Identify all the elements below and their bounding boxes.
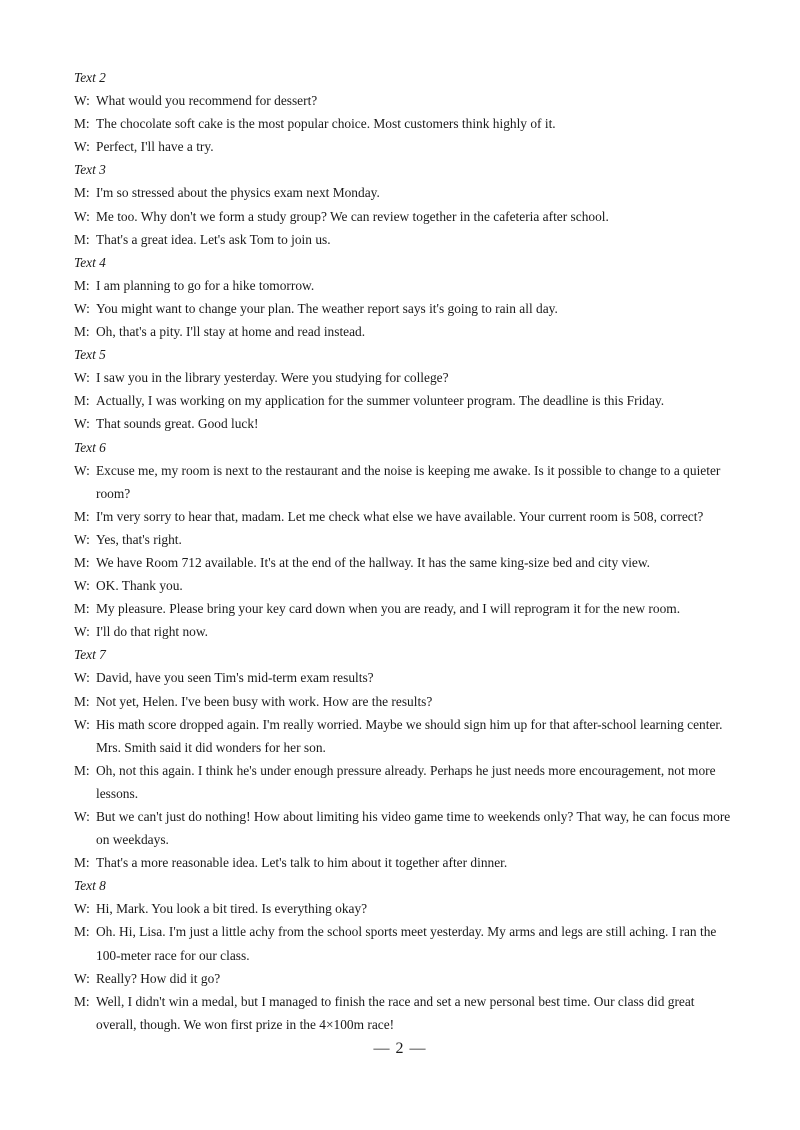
dialogue-line [74, 690, 734, 713]
utterance-text: Hi, Mark. You look a bit tired. Is everything okay? [96, 901, 368, 917]
utterance-text: I'm so stressed about the physics exam next Monday. [96, 185, 380, 201]
utterance-text: Actually, I was working on my application for the summer volunteer program. The deadline is this Friday. [96, 393, 665, 409]
utterance-text: Not yet, Helen. I've been busy with work. How are the results? [96, 693, 433, 709]
dialogue-line [74, 366, 734, 389]
dialogue-line [74, 297, 734, 320]
page-number: — 2 — [373, 1040, 427, 1057]
speaker-label: W: [74, 462, 90, 478]
transcript-page [74, 66, 734, 1036]
transcript-sections [74, 66, 734, 1036]
text-section [74, 251, 734, 343]
utterance-text: Perfect, I'll have a try. [96, 139, 214, 155]
speaker-label: M: [74, 277, 90, 293]
dialogue-line [74, 389, 734, 412]
utterance-text: Me too. Why don't we form a study group? We can review together in the cafeteria after school. [96, 208, 609, 224]
speaker-label: W: [74, 531, 90, 547]
utterance-text: I am planning to go for a hike tomorrow. [96, 277, 315, 293]
dialogue-line [74, 274, 734, 297]
text-section [74, 874, 734, 1036]
section-heading: Text 2 [74, 70, 106, 85]
utterance-text: Oh, not this again. I think he's under enough pressure already. Perhaps he just needs more encouragement, not more lessons. [96, 762, 716, 801]
dialogue-line [74, 412, 734, 435]
utterance-text: David, have you seen Tim's mid-term exam results? [96, 670, 374, 686]
dialogue-line [74, 990, 734, 1036]
utterance-text: We have Room 712 available. It's at the end of the hallway. It has the same king-size bed and city view. [96, 554, 651, 570]
utterance-text: I saw you in the library yesterday. Were you studying for college? [96, 370, 449, 386]
dialogue-line [74, 759, 734, 805]
speaker-label: M: [74, 554, 90, 570]
speaker-label: W: [74, 300, 90, 316]
speaker-label: M: [74, 116, 90, 132]
dialogue-line [74, 205, 734, 228]
text-section [74, 158, 734, 250]
speaker-label: W: [74, 670, 90, 686]
utterance-text: Really? How did it go? [96, 970, 221, 986]
utterance-text: You might want to change your plan. The weather report says it's going to rain all day. [96, 300, 558, 316]
utterance-text: I'll do that right now. [96, 624, 209, 640]
dialogue-line [74, 597, 734, 620]
section-heading: Text 5 [74, 347, 106, 363]
speaker-label: M: [74, 924, 90, 940]
dialogue-line [74, 920, 734, 966]
dialogue-line [74, 897, 734, 920]
speaker-label: W: [74, 370, 90, 386]
utterance-text: Oh. Hi, Lisa. I'm just a little achy from the school sports meet yesterday. My arms and legs are still aching. I ran the 100-meter race for our class. [96, 924, 717, 963]
section-heading: Text 3 [74, 162, 106, 178]
speaker-label: M: [74, 855, 90, 871]
dialogue-line [74, 967, 734, 990]
dialogue-line [74, 89, 734, 112]
speaker-label: W: [74, 624, 90, 640]
dialogue-line [74, 805, 734, 851]
dialogue-line [74, 666, 734, 689]
utterance-text: What would you recommend for dessert? [96, 93, 318, 109]
speaker-label: M: [74, 762, 90, 778]
speaker-label: W: [74, 901, 90, 917]
speaker-label: W: [74, 416, 90, 432]
utterance-text: But we can't just do nothing! How about limiting his video game time to weekends only? That way, he can focus more on weekdays. [96, 809, 731, 848]
speaker-label: M: [74, 324, 90, 340]
utterance-text: That sounds great. Good luck! [96, 416, 259, 432]
dialogue-line [74, 181, 734, 204]
speaker-label: W: [74, 578, 90, 594]
text-section [74, 643, 734, 874]
utterance-text: Oh, that's a pity. I'll stay at home and read instead. [96, 324, 366, 340]
speaker-label: W: [74, 208, 90, 224]
dialogue-line [74, 505, 734, 528]
section-heading: Text 8 [74, 878, 106, 894]
speaker-label: M: [74, 393, 90, 409]
speaker-label: M: [74, 231, 90, 247]
utterance-text: The chocolate soft cake is the most popular choice. Most customers think highly of it. [96, 116, 556, 132]
speaker-label: M: [74, 601, 90, 617]
speaker-label: W: [74, 809, 90, 824]
text-section [74, 343, 734, 435]
text-section [74, 66, 734, 158]
utterance-text: Excuse me, my room is next to the restaurant and the noise is keeping me awake. Is it possible to change to a quieter room? [96, 462, 721, 501]
utterance-text: OK. Thank you. [96, 578, 183, 594]
section-heading: Text 7 [74, 647, 106, 663]
dialogue-line [74, 574, 734, 597]
utterance-text: My pleasure. Please bring your key card down when you are ready, and I will reprogram it for the new room. [96, 601, 681, 617]
speaker-label: W: [74, 139, 90, 155]
dialogue-line [74, 228, 734, 251]
utterance-text: Well, I didn't win a medal, but I managed to finish the race and set a new personal best time. Our class did great overall, though. We won first prize in the 4×100m race! [96, 993, 695, 1032]
utterance-text: That's a great idea. Let's ask Tom to join us. [96, 231, 331, 247]
utterance-text: His math score dropped again. I'm really worried. Maybe we should sign him up for that after-school learning center. Mrs. Smith said it did wonders for her son. [96, 716, 723, 755]
dialogue-line [74, 620, 734, 643]
dialogue-line [74, 713, 734, 759]
section-heading: Text 6 [74, 439, 106, 455]
speaker-label: W: [74, 716, 90, 732]
utterance-text: That's a more reasonable idea. Let's talk to him about it together after dinner. [96, 855, 508, 871]
speaker-label: M: [74, 993, 90, 1009]
dialogue-line [74, 320, 734, 343]
dialogue-line [74, 135, 734, 158]
speaker-label: W: [74, 93, 90, 109]
speaker-label: M: [74, 693, 90, 709]
utterance-text: Yes, that's right. [96, 531, 182, 547]
dialogue-line [74, 112, 734, 135]
dialogue-line [74, 528, 734, 551]
speaker-label: W: [74, 970, 90, 986]
speaker-label: M: [74, 508, 90, 524]
utterance-text: I'm very sorry to hear that, madam. Let me check what else we have available. Your current room is 508, correct? [96, 508, 704, 524]
speaker-label: M: [74, 185, 90, 201]
dialogue-line [74, 459, 734, 505]
dialogue-line [74, 851, 734, 874]
dialogue-line [74, 551, 734, 574]
section-heading: Text 4 [74, 254, 106, 270]
text-section [74, 436, 734, 644]
